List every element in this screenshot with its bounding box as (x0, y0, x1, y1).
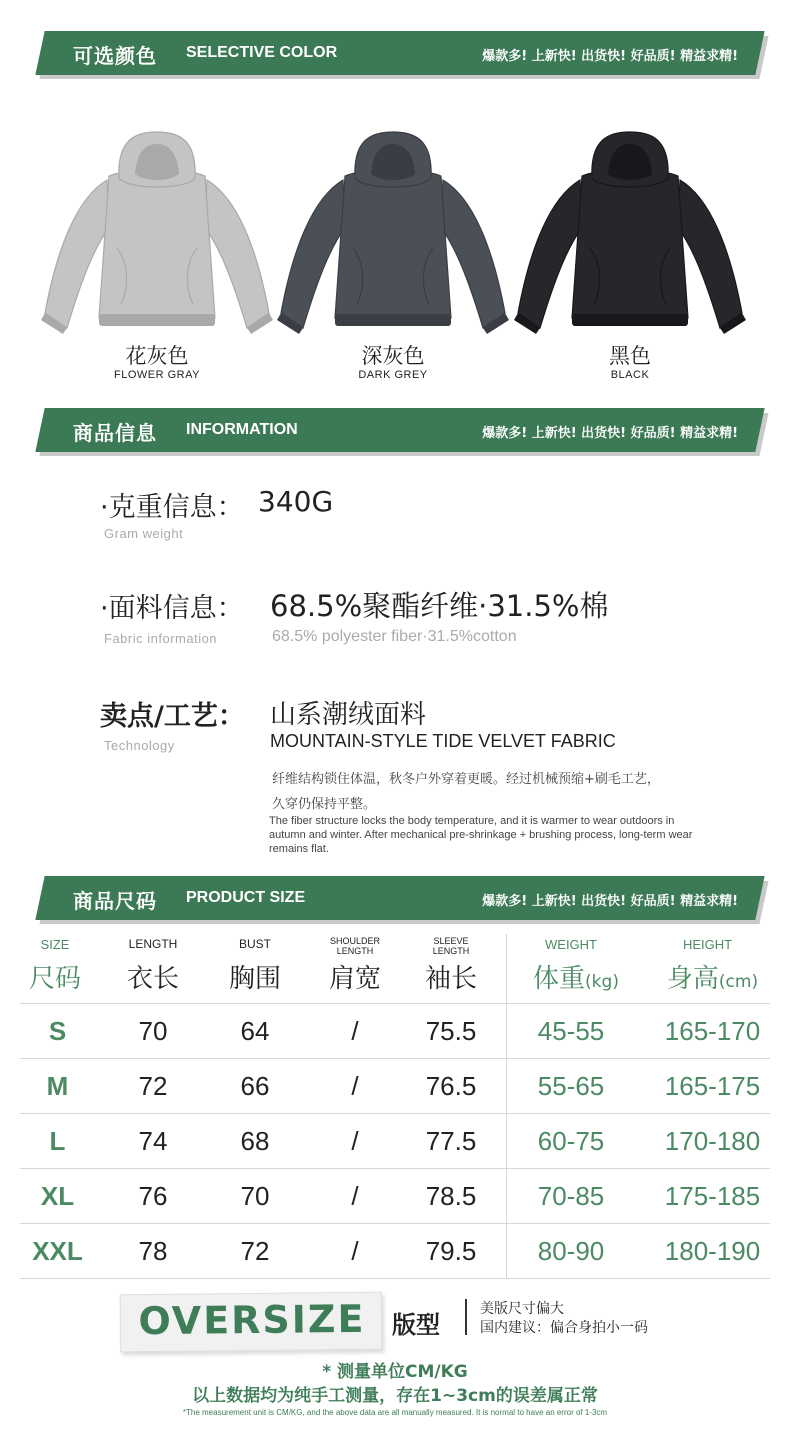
hoodie-shape (335, 170, 451, 318)
hoodie-icon (37, 128, 277, 338)
table-row (20, 1168, 770, 1223)
header-shoulder-en-line1: SHOULDER (329, 936, 380, 946)
fabric-value: 68.5%聚酯纤维·31.5%棉 (270, 589, 609, 623)
color-name-cn: 深灰色 (361, 344, 425, 368)
cell-size: XL (40, 1181, 75, 1211)
technology-value: 山系潮绒面料 (270, 700, 427, 730)
hoodie-icon (510, 128, 750, 338)
table-row (20, 1113, 770, 1168)
cell-bust: 68 (240, 1126, 270, 1156)
technology-desc-en: autumn and winter. After mechanical pre-shrinkage + brushing process, long-term wear (269, 829, 693, 841)
oversize-word: OVERSIZE (138, 1296, 366, 1344)
cell-sleeve: 78.5 (425, 1181, 477, 1211)
hoodie-icon (273, 128, 513, 338)
cell-size: L (49, 1126, 66, 1156)
cell-shoulder: / (351, 1016, 359, 1046)
technology-label: 卖点/工艺： (100, 701, 245, 732)
header-sleeve-cn: 袖长 (424, 964, 477, 994)
banner-title-en: SELECTIVE COLOR (186, 44, 338, 61)
banner-title-en: PRODUCT SIZE (186, 889, 306, 906)
color-name-en: DARK GREY (358, 369, 428, 381)
cell-weight: 55-65 (537, 1071, 605, 1101)
header-weight-unit: (kg) (585, 972, 619, 992)
cell-height: 175-185 (664, 1181, 761, 1211)
oversize-stamp (120, 1292, 383, 1353)
hoodie-image (510, 128, 750, 338)
header-shoulder-en-line2: LENGTH (336, 946, 374, 956)
color-name-en: BLACK (610, 369, 650, 381)
banner-slogan: 爆款多! 上新快! 出货快! 好品质! 精益求精! (482, 426, 738, 441)
technology-value-en: MOUNTAIN-STYLE TIDE VELVET FABRIC (270, 731, 616, 751)
banner-slogan: 爆款多! 上新快! 出货快! 好品质! 精益求精! (482, 49, 738, 64)
color-name-cn: 黑色 (609, 344, 651, 368)
table-bottom-border (20, 1278, 770, 1279)
header-length-cn: 衣长 (126, 964, 179, 994)
fit-note-2: 国内建议：偏合身拍小一码 (480, 1320, 648, 1336)
cell-sleeve: 79.5 (425, 1236, 477, 1266)
banner-title-cn: 可选颜色 (73, 44, 157, 68)
fabric-sub: Fabric information (104, 631, 218, 646)
header-size-cn: 尺码 (28, 964, 81, 994)
cell-sleeve: 75.5 (425, 1016, 477, 1046)
cell-length: 72 (138, 1071, 168, 1101)
measurement-unit-note: * 测量单位CM/KG (322, 1362, 468, 1382)
cell-weight: 70-85 (537, 1181, 605, 1211)
hoodie-shape (572, 170, 688, 318)
cell-height: 165-175 (664, 1071, 761, 1101)
cell-sleeve: 76.5 (425, 1071, 477, 1101)
cell-length: 76 (138, 1181, 168, 1211)
header-weight-cn-text: 体重 (533, 964, 586, 994)
cell-size: S (48, 1016, 67, 1046)
banner-title-cn: 商品信息 (73, 421, 157, 445)
header-bust-en: BUST (238, 937, 271, 951)
header-sleeve-en-line1: SLEEVE (433, 936, 469, 946)
color-name-cn: 花灰色 (125, 344, 189, 368)
banner-product-size (40, 876, 760, 920)
cell-shoulder: / (351, 1126, 359, 1156)
header-sleeve-en-line2: LENGTH (432, 946, 470, 956)
cell-sleeve: 77.5 (425, 1126, 477, 1156)
hoodie-image (37, 128, 277, 338)
banner-title-en: INFORMATION (186, 421, 298, 438)
cell-size: M (46, 1071, 69, 1101)
gram-weight-sub: Gram weight (104, 526, 184, 541)
fabric-label: ·面料信息： (100, 593, 244, 624)
cell-length: 78 (138, 1236, 168, 1266)
technology-desc-en: remains flat. (269, 843, 329, 855)
header-height-en: HEIGHT (682, 937, 733, 952)
header-weight-cn (516, 958, 636, 995)
banner-title-cn: 商品尺码 (73, 889, 157, 913)
cell-height: 165-170 (664, 1016, 761, 1046)
header-sleeve-en (411, 936, 491, 956)
cell-length: 74 (138, 1126, 168, 1156)
header-height-cn (650, 958, 775, 995)
table-row (20, 1058, 770, 1113)
hoodie-shape (572, 314, 688, 326)
technology-sub: Technology (104, 738, 175, 753)
cell-shoulder: / (351, 1236, 359, 1266)
cell-bust: 64 (240, 1016, 270, 1046)
banner-slogan: 爆款多! 上新快! 出货快! 好品质! 精益求精! (482, 894, 738, 909)
cell-shoulder: / (351, 1071, 359, 1101)
banner-selective-color (40, 31, 760, 75)
header-size-en: SIZE (40, 937, 70, 952)
cell-size: XXL (32, 1236, 83, 1266)
measurement-error-note: 以上数据均为纯手工测量，存在1~3cm的误差属正常 (192, 1386, 598, 1406)
cell-length: 70 (138, 1016, 168, 1046)
technology-desc-cn: 纤维结构锁住体温，秋冬户外穿着更暖。经过机械预缩+刷毛工艺， (272, 772, 660, 787)
header-length-en: LENGTH (128, 937, 178, 951)
table-row (20, 1223, 770, 1278)
cell-bust: 72 (240, 1236, 270, 1266)
technology-desc-en: The fiber structure locks the body temperature, and it is warmer to wear outdoors in (269, 815, 675, 827)
measurement-en-note: *The measurement unit is CM/KG, and the above data are all manually measured. It is normal to have an error of 1-3cm (182, 1408, 608, 1417)
hoodie-shape (99, 170, 215, 318)
hoodie-shape (335, 314, 451, 326)
cell-weight: 45-55 (537, 1016, 605, 1046)
technology-desc-cn: 久穿仍保持平整。 (272, 797, 377, 812)
color-name-en: FLOWER GRAY (114, 369, 200, 381)
gram-weight-label: ·克重信息： (100, 492, 244, 523)
cell-weight: 60-75 (537, 1126, 605, 1156)
cell-weight: 80-90 (537, 1236, 605, 1266)
cell-bust: 70 (240, 1181, 270, 1211)
header-height-unit: (cm) (718, 972, 759, 992)
gram-weight-value: 340G (258, 485, 334, 518)
cell-height: 180-190 (664, 1236, 761, 1266)
header-bust-cn: 胸围 (228, 964, 281, 994)
fit-divider (465, 1299, 467, 1335)
fabric-value-en: 68.5% polyester fiber·31.5%cotton (272, 628, 517, 645)
hoodie-shape (99, 314, 215, 326)
header-height-cn-text: 身高 (666, 964, 719, 994)
fit-type: 版型 (392, 1311, 440, 1339)
banner-information (40, 408, 760, 452)
table-row (20, 1003, 770, 1058)
header-shoulder-en (315, 936, 395, 956)
cell-height: 170-180 (664, 1126, 761, 1156)
header-weight-en: WEIGHT (545, 937, 597, 952)
cell-shoulder: / (351, 1181, 359, 1211)
cell-bust: 66 (240, 1071, 270, 1101)
header-shoulder-cn: 肩宽 (328, 964, 381, 994)
hoodie-image (273, 128, 513, 338)
fit-note-1: 美版尺寸偏大 (480, 1301, 564, 1317)
